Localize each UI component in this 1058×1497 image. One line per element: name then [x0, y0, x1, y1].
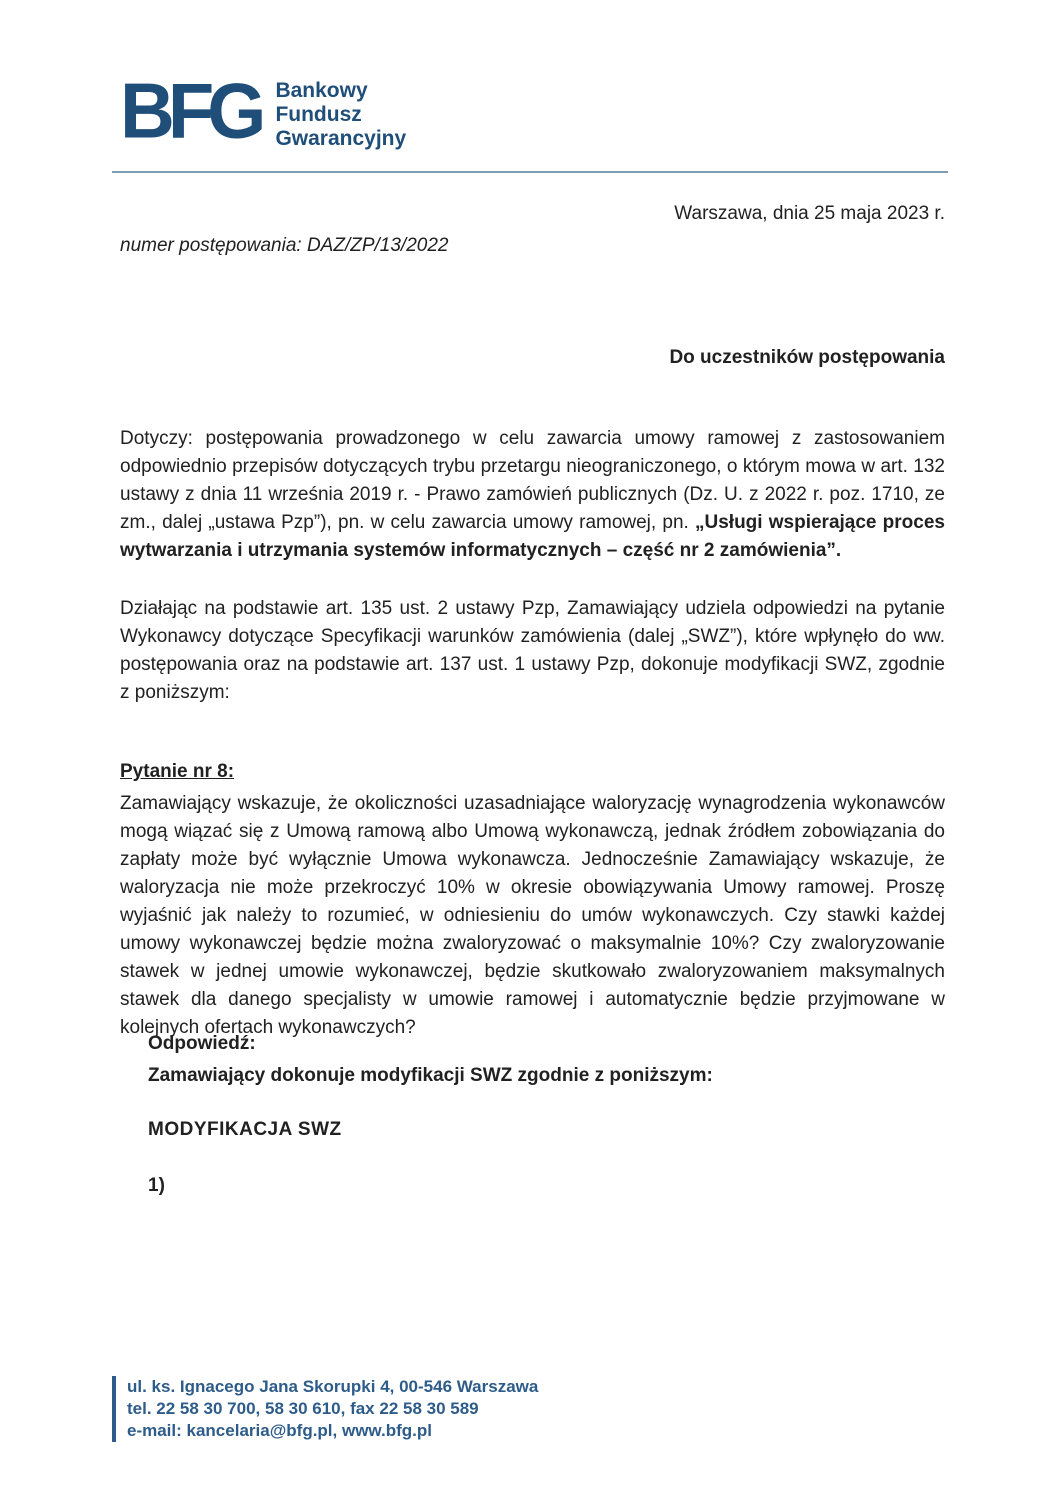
footer-phone: tel. 22 58 30 700, 58 30 610, fax 22 58 30 589	[127, 1399, 479, 1418]
subject-paragraph	[120, 425, 945, 565]
bfg-logo-name-line-1: Bankowy	[275, 79, 368, 102]
date-line: Warszawa, dnia 25 maja 2023 r.	[674, 203, 945, 224]
answer-text: Zamawiający dokonuje modyfikacji SWZ zgodnie z poniższym:	[148, 1065, 713, 1086]
question-heading: Pytanie nr 8:	[120, 761, 235, 782]
intro-paragraph: Działając na podstawie art. 135 ust. 2 ustawy Pzp, Zamawiający udziela odpowiedzi na pytanie Wykonawcy dotyczące Specyfikacji warunków zamówienia (dalej „SWZ”), które wpłynęło do ww. postępowania oraz na podstawie art. 137 ust. 1 ustawy Pzp, dokonuje modyfikacji SWZ, zgodnie z poniższym:	[120, 598, 945, 703]
list-item-1-marker: 1)	[148, 1175, 165, 1196]
answer-block	[148, 1030, 945, 1200]
bfg-logo-name	[275, 73, 406, 151]
subject-text: Dotyczy: postępowania prowadzonego w celu zawarcia umowy ramowej z zastosowaniem odpowiednio przepisów dotyczących trybu przetargu nieograniczonego, o którym mowa w art. 132 ustawy z dnia 11 września 2019 r. - Prawo zamówień publicznych (Dz. U. z 2022 r. poz. 1710, ze zm., dalej „ustawa Pzp”), pn. w celu zawarcia umowy ramowej, pn.	[120, 428, 945, 533]
footer-email: e-mail: kancelaria@bfg.pl, www.bfg.pl	[127, 1421, 432, 1440]
modification-heading: MODYFIKACJA SWZ	[148, 1119, 342, 1140]
bfg-logo-name-line-3: Gwarancyjny	[275, 127, 407, 150]
answer-heading: Odpowiedź:	[148, 1033, 256, 1054]
bfg-logo	[120, 68, 407, 155]
header-divider	[112, 171, 948, 173]
subject-title-bold: „Usługi wspierające proces wytwarzania i utrzymania systemów informatycznych – część nr 2 zamówienia”.	[120, 512, 945, 561]
bfg-logo-name-line-2: Fundusz	[275, 103, 362, 126]
question-section	[120, 758, 945, 1042]
addressee-line: Do uczestników postępowania	[669, 347, 945, 368]
footer-contact-block	[112, 1376, 538, 1442]
question-paragraph: Zamawiający wskazuje, że okoliczności uzasadniające waloryzację wynagrodzenia wykonawców mogą wiązać się z Umową ramową albo Umową wykonawczą, jednak źródłem zobowiązania do zapłaty może być wyłącznie Umowa wykonawcza. Jednocześnie Zamawiający wskazuje, że waloryzacja nie może przekroczyć 10% w okresie obowiązywania Umowy ramowej. Proszę wyjaśnić jak należy to rozumieć, w odniesieniu do umów wykonawczych. Czy stawki każdej umowy wykonawczej będzie można zwaloryzować o maksymalnie 10%? Czy zwaloryzowanie stawek w jednej umowie wykonawczej, będzie skutkowało zwaloryzowaniem maksymalnych stawek dla danego specjalisty w umowie ramowej i automatycznie będzie przyjmowane w kolejnych ofertach wykonawczych?	[120, 793, 945, 1038]
footer-address: ul. ks. Ignacego Jana Skorupki 4, 00-546 Warszawa	[127, 1377, 539, 1396]
case-number: numer postępowania: DAZ/ZP/13/2022	[120, 235, 449, 256]
bfg-logo-acronym: BFG	[120, 68, 260, 155]
